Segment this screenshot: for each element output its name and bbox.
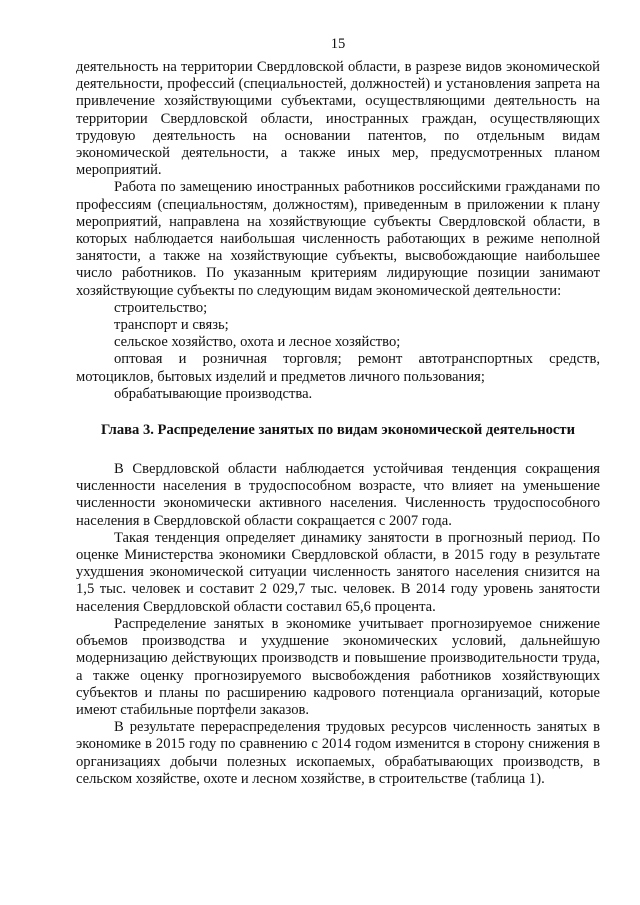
replacement-paragraph: Работа по замещению иностранных работников российскими гражданами по профессиям (специальностям, должностям), приведенным в приложении к плану мероприятий, направлена на хозяйствующие субъекты Свердловской области, в которых наблюдается наибольшая численность работающих в режиме неполной занятости, а также на хозяйствующие субъекты, высвобождающие наибольшее число работников. По указанным критериям лидирующие позиции занимают хозяйствующие субъекты по следующим видам экономической деятельности:	[76, 179, 600, 299]
activities-list	[76, 300, 600, 403]
chapter-paragraph: Распределение занятых в экономике учитывает прогнозируемое снижение объемов производства и ухудшение экономических условий, дальнейшую модернизацию действующих производств и повышение производительности труда, а также оценку прогнозируемого высвобождения работников хозяйствующих субъектов и планы по расширению кадрового потенциала организаций, которые имеют стабильные портфели заказов.	[76, 615, 600, 718]
chapter-heading: Глава 3. Распределение занятых по видам экономической деятельности	[101, 422, 575, 439]
chapter-paragraph: Такая тенденция определяет динамику занятости в прогнозный период. По оценке Министерства экономики Свердловской области, в 2015 году в результате ухудшения экономической ситуации численность занятого населения снизится на 1,5 тыс. человек и составит 2 029,7 тыс. человек. В 2014 году уровень занятости населения Свердловской области составил 65,6 процента.	[76, 529, 600, 615]
page-number: 15	[330, 36, 346, 52]
intro-paragraph: деятельность на территории Свердловской области, в разрезе видов экономической деятельности, профессий (специальностей, должностей) и установления запрета на привлечение хозяйствующими субъектами, осуществляющими деятельность на территории Свердловской области, иностранных граждан, осуществляющих трудовую деятельность на основании патентов, по отдельным видам экономической деятельности, а также иных мер, предусмотренных планом мероприятий.	[76, 59, 600, 179]
list-item: транспорт и связь;	[114, 317, 229, 334]
chapter-paragraph: В Свердловской области наблюдается устойчивая тенденция сокращения численности населения в трудоспособном возрасте, что влияет на уменьшение численности экономически активного населения. Численность трудоспособного населения в Свердловской области сокращается с 2007 года.	[76, 461, 600, 529]
list-item: сельское хозяйство, охота и лесное хозяйство;	[114, 334, 401, 351]
list-item: обрабатывающие производства.	[114, 385, 313, 402]
list-item: строительство;	[114, 299, 208, 316]
chapter-paragraph: В результате перераспределения трудовых ресурсов численность занятых в экономике в 2015 году по сравнению с 2014 годом изменится в сторону снижения в организациях добычи полезных ископаемых, обрабатывающих производств, в сельском хозяйстве, охоте и лесном хозяйстве, в строительстве (таблица 1).	[76, 719, 600, 787]
list-item: оптовая и розничная торговля; ремонт автотранспортных средств, мотоциклов, бытовых изделий и предметов личного пользования;	[76, 351, 600, 385]
